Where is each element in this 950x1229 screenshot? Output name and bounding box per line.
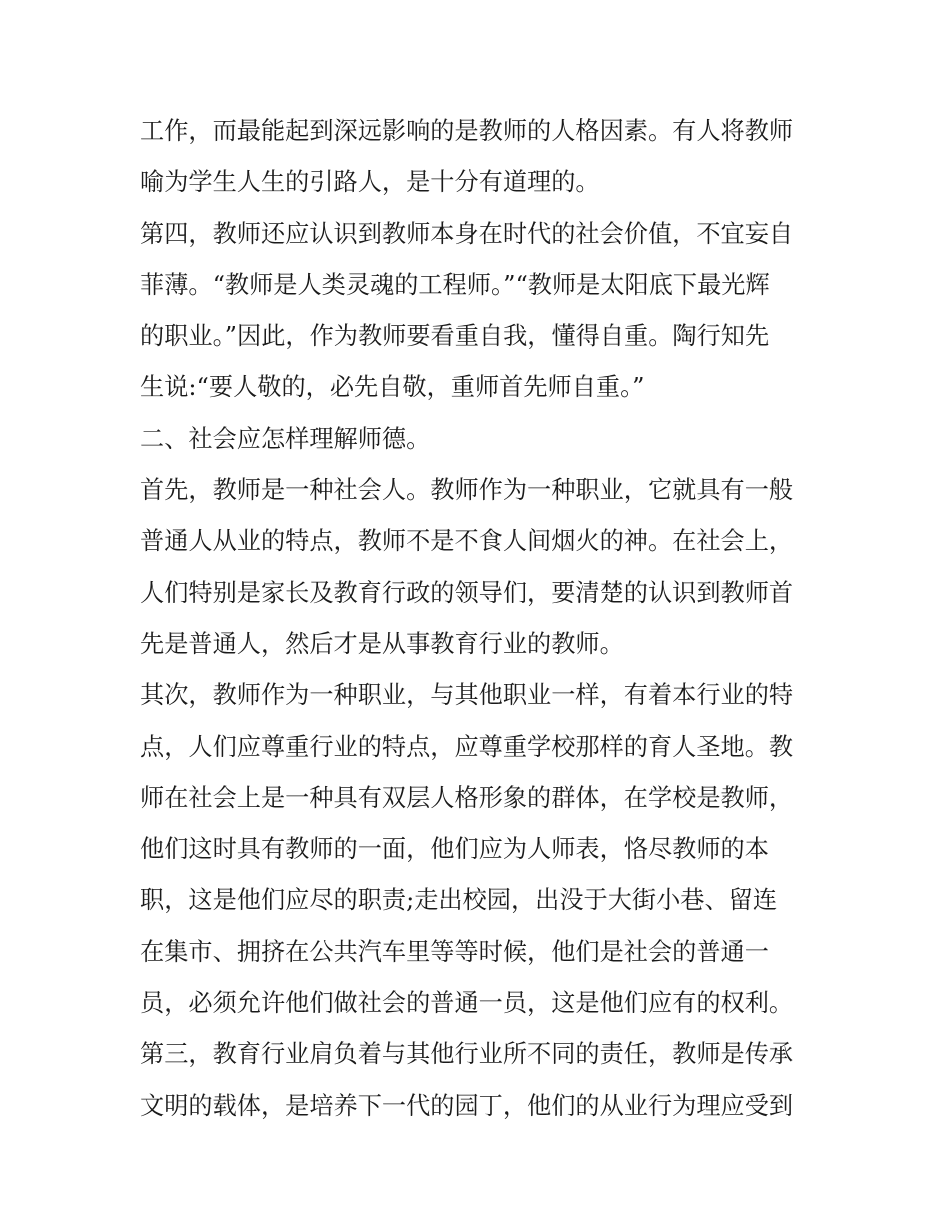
- text-line: 第四，教师还应认识到教师本身在时代的社会价值，不宜妄自: [140, 219, 794, 248]
- text-line: 其次，教师作为一种职业，与其他职业一样，有着本行业的特: [140, 681, 794, 710]
- text-line: 文明的载体，是培养下一代的园丁，他们的从业行为理应受到: [140, 1091, 794, 1120]
- text-line: 人们特别是家长及教育行政的领导们，要清楚的认识到教师首: [140, 578, 794, 607]
- text-line: 喻为学生人生的引路人，是十分有道理的。: [140, 168, 600, 197]
- text-line: 先是普通人，然后才是从事教育行业的教师。: [140, 629, 624, 658]
- text-line: 首先，教师是一种社会人。教师作为一种职业，它就具有一般: [140, 476, 794, 505]
- body-text: [140, 106, 830, 1132]
- section-heading: 二、社会应怎样理解师德。: [140, 424, 431, 453]
- text-line: 他们这时具有教师的一面，他们应为人师表，恪尽教师的本: [140, 835, 769, 864]
- text-line: 员，必须允许他们做社会的普通一员，这是他们应有的权利。: [140, 989, 794, 1018]
- text-line: 的职业。”因此，作为教师要看重自我，懂得自重。陶行知先: [140, 322, 770, 351]
- text-line: 职，这是他们应尽的职责;走出校园，出没于大街小巷、留连: [140, 886, 778, 915]
- text-line: 师在社会上是一种具有双层人格形象的群体，在学校是教师，: [140, 783, 794, 812]
- text-line: 菲薄。“教师是人类灵魂的工程师。”“教师是太阳底下最光辉: [140, 270, 770, 299]
- text-line: 点，人们应尊重行业的特点，应尊重学校那样的育人圣地。教: [140, 732, 794, 761]
- text-line: 在集市、拥挤在公共汽车里等等时候，他们是社会的普通一: [140, 937, 769, 966]
- text-line: 普通人从业的特点，教师不是不食人间烟火的神。在社会上，: [140, 527, 794, 556]
- text-line: 第三，教育行业肩负着与其他行业所不同的责任，教师是传承: [140, 1040, 794, 1069]
- text-line: 生说:“要人敬的，必先自敬，重师首先师自重。”: [140, 373, 645, 402]
- text-line: 工作，而最能起到深远影响的是教师的人格因素。有人将教师: [140, 117, 794, 145]
